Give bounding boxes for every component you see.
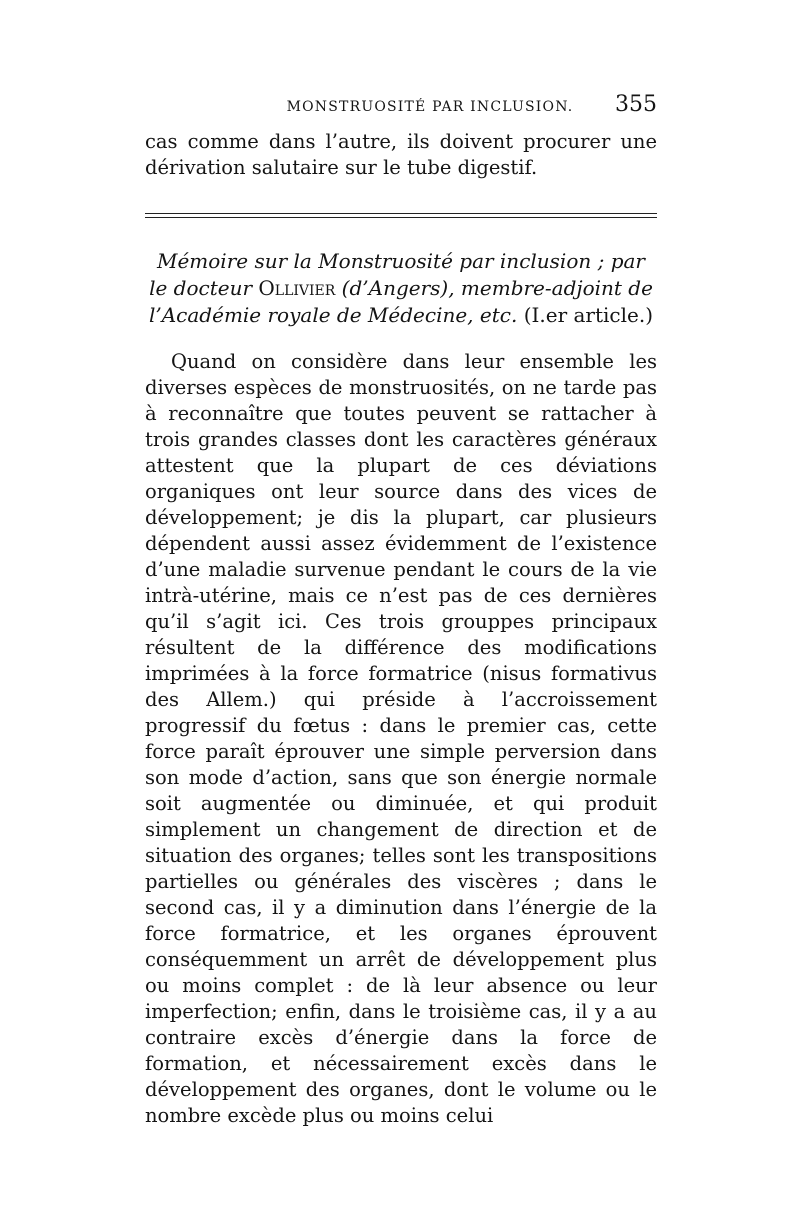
article-reference: (I.er article.) <box>523 303 654 327</box>
book-page <box>145 92 657 1129</box>
continuation-paragraph: cas comme dans l’autre, ils doivent procurer une dérivation salutaire sur le tube digestif. <box>145 130 657 179</box>
article-title-affiliation: (d’Angers), membre-adjoint de l’Académie royale de Médecine, etc. <box>148 276 653 327</box>
page-number: 355 <box>615 92 657 117</box>
running-head <box>145 92 657 117</box>
article-title-text: Mémoire sur la Monstruosité par inclusion ; par le docteur <box>149 249 645 300</box>
body-paragraph: Quand on considère dans leur ensemble les diverses espèces de monstruosités, on ne tarde pas à reconnaître que toutes peuvent se rattacher à trois grandes classes dont les caractères généraux attestent que la plupart de ces déviations organiques ont leur source dans des vices de développement; je dis la plupart, car plusieurs dépendent aussi assez évidemment de l’existence d’une maladie survenue pendant le cours de la vie intrà-utérine, mais ce n’est pas de ces dernières qu’il s’agit ici. Ces trois grouppes principaux résultent de la différence des modifications imprimées à la force formatrice (nisus formativus des Allem.) qui préside à l’accroissement progressif du fœtus : dans le premier cas, cette force paraît éprouver une simple perversion dans son mode d’action, sans que son énergie normale soit augmentée ou diminuée, et qui produit simplement un changement de direction et de situation des organes; telles sont les transpositions partielles ou générales des viscères ; dans le second cas, il y a diminution dans l’énergie de la force formatrice, et les organes éprouvent conséquemment un arrêt de développement plus ou moins complet : de là leur absence ou leur imperfection; enfin, dans le troisième cas, il y a au contraire excès d’énergie dans la force de formation, et nécessairement excès dans le développement des organes, dont le volume ou le nombre excède plus ou moins celui <box>145 350 657 1127</box>
section-divider <box>145 213 657 218</box>
running-head-title: MONSTRUOSITÉ PAR INCLUSION. <box>286 99 574 115</box>
article-author: Ollivier <box>258 276 336 300</box>
article-title <box>145 248 657 329</box>
